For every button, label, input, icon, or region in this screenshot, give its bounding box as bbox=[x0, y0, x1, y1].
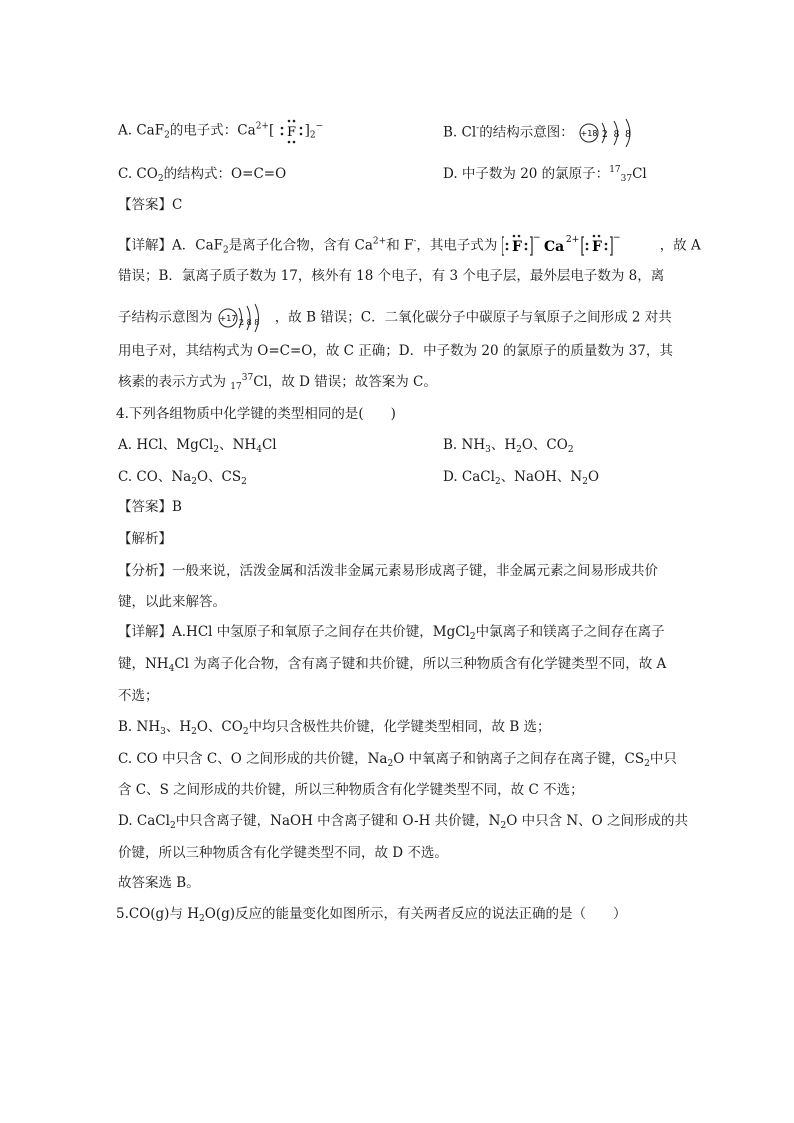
option-d-chlorine-atom: D. 中子数为 20 的氯原子：$^{17}_{37}$Cl bbox=[443, 165, 647, 184]
detail-d-line1: D. CaCl$_2$中只含离子键，NaOH 中含离子键和 O-H 共价键，$N_2O$ 中只含 N、O 之间形成的共 bbox=[118, 813, 689, 831]
explanation-q3-line1: 【详解】A．CaF$_2$是离子化合物，含有 $Ca^{2+}$和 F-，其电子式为 F − Ca 2+ F − ，故 A bbox=[118, 233, 701, 259]
electron-shells: 2 8 8 bbox=[602, 130, 631, 140]
answer-q3: 【答案】C bbox=[118, 197, 183, 213]
detail-c-line2: 含 C、S 之间形成的共价键，所以三种物质含有化学键类型不同，故 C 不选； bbox=[118, 782, 584, 798]
answer-q4: 【答案】B bbox=[118, 499, 182, 515]
question-4-stem: 4.下列各组物质中化学键的类型相同的是( ) bbox=[116, 406, 396, 422]
nucleus-charge: +17 bbox=[219, 314, 237, 323]
chloride-ion-structure-diagram-icon bbox=[578, 118, 648, 148]
q4-option-b: B. $NH_3$、$H_2O$、$CO_2$ bbox=[443, 437, 574, 455]
analysis-line2: 键，以此来解答。 bbox=[118, 594, 226, 610]
detail-b-line: B. $NH_3$、$H_2O$、$CO_2$中均只含极性共价键，化学键类型相同，故 B 选； bbox=[118, 719, 551, 737]
chlorine-atom-structure-diagram-icon bbox=[217, 303, 275, 333]
nucleus-charge: +18 bbox=[580, 129, 598, 138]
explanation-q3-line2: 错误；B．氯离子质子数为 17，核外有 18 个电子，有 3 个电子层，最外层电子数为 8，离 bbox=[118, 268, 665, 284]
option-b-cl-structure: B. Cl-的结构示意图： +18 2 8 8 bbox=[443, 118, 648, 148]
explanation-q3-line4: 用电子对，其结构式为 O=C=O，故 C 正确；D．中子数为 20 的氯原子的质量数为 37，其 bbox=[118, 343, 673, 359]
fluorine-symbol-2: F bbox=[591, 239, 602, 255]
explanation-q3-line3: 子结构示意图为 +17 2 8 8 ，故 B 错误；C．二氧化碳分子中碳原子与氧原子之间形成 2 对共 bbox=[118, 303, 672, 333]
final-answer-q4: 故答案选 B。 bbox=[118, 875, 200, 891]
svg-text:−: − bbox=[532, 233, 541, 243]
detail-c-line1: C. CO 中只含 C、O 之间形成的共价键，$Na_2O$ 中氧离子和钠离子之间存在离子键，$CS_2$中只 bbox=[118, 751, 677, 769]
option-c-co2: C. $CO_2$的结构式：O=C=O bbox=[118, 166, 287, 184]
svg-text:−: − bbox=[612, 233, 621, 243]
detail-a-line2: 键，$NH_4Cl$ 为离子化合物，含有离子键和共价键，所以三种物质含有化学键类型不同，故 A bbox=[118, 656, 667, 674]
option-a-caf2: A. CaF$_2$的电子式：$Ca^{2+}$[ F ]$_2^-$ bbox=[118, 118, 323, 144]
detail-a-line3: 不选； bbox=[118, 688, 159, 704]
analysis-line1: 【分析】一般来说，活泼金属和活泼非金属元素易形成离子键，非金属元素之间易形成共价 bbox=[118, 563, 658, 579]
fluorine-electron-dots-icon bbox=[279, 118, 305, 144]
explanation-q3-line5: 核素的表示方式为 $_{17}^{37}$Cl，故 D 错误；故答案为 C。 bbox=[118, 373, 437, 392]
fluorine-symbol: F bbox=[286, 125, 296, 140]
question-5-stem: 5.CO(g)与 $H_2O(g)$反应的能量变化如图所示，有关两者反应的说法正确的是（ ） bbox=[116, 906, 627, 924]
analysis-heading: 【解析】 bbox=[118, 531, 172, 547]
calcium-symbol: Ca bbox=[543, 239, 564, 255]
detail-a-line1: 【详解】A.HCl 中氢原子和氧原子之间存在共价键，MgCl$_2$中氯离子和镁离子之间存在离子 bbox=[118, 624, 665, 642]
detail-d-line2: 价键，所以三种物质含有化学键类型不同，故 D 不选。 bbox=[118, 845, 448, 861]
caf2-electron-formula-icon bbox=[502, 233, 660, 259]
q4-option-a: A. HCl、MgCl$_2$、$NH_4Cl$ bbox=[118, 437, 277, 455]
q4-option-d: D. CaCl$_2$、NaOH、$N_2O$ bbox=[443, 469, 600, 487]
electron-shells: 2 8 8 bbox=[238, 318, 260, 327]
fluorine-symbol: F bbox=[511, 239, 522, 255]
calcium-charge: 2+ bbox=[565, 235, 579, 245]
q4-option-c: C. CO、$Na_2O$、$CS_2$ bbox=[118, 469, 247, 487]
